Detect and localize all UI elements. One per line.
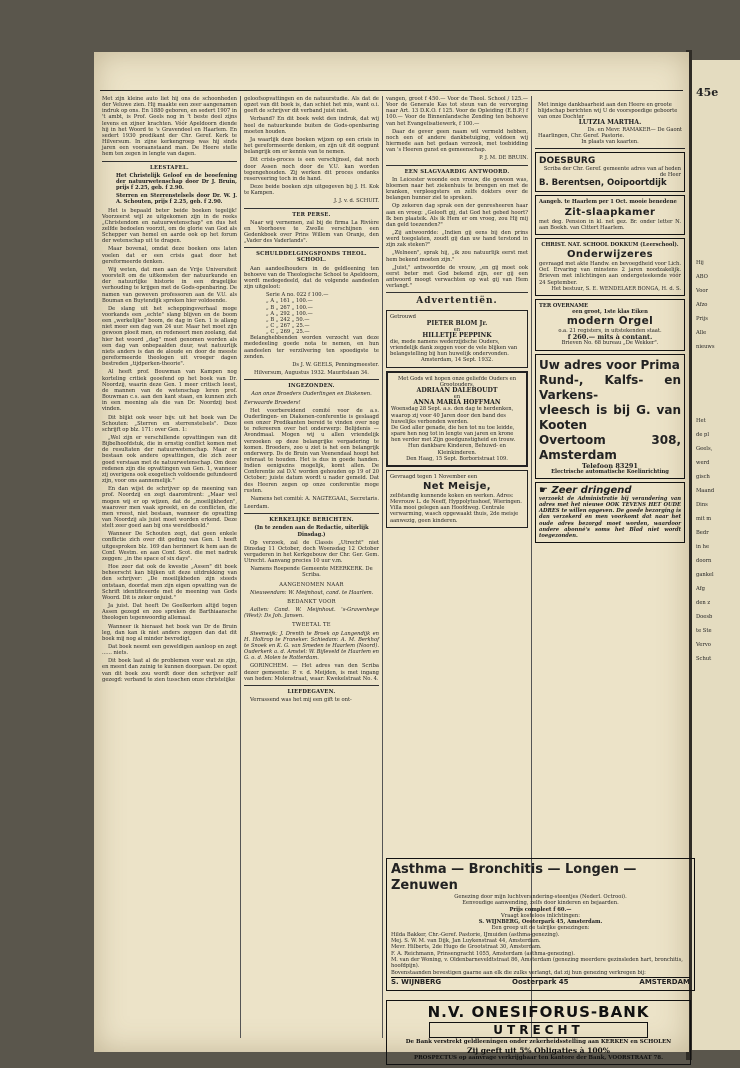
edge-text-line: Alle [696,330,707,336]
article-text: Naar wij vernemen, zal bij de firma La Rivière en Voorhoeve te Zwolle verschijnen een Gedenkboek over Prins Willem van Oranje, den „Vader des Vaderlands". [244,219,379,245]
edge-text-line: Geels, [696,446,713,452]
series-entry: Serie A no. 022 f 100.— [266,292,329,299]
parents-names: Ds. en Mevr. RAMAKER— De Gaont [587,126,682,133]
section-heading-ingezonden: INGEZONDEN. [288,383,335,390]
subheading: (In te zenden aan de Redactie, uiterlijk Dinsdag.) [254,525,369,538]
ad-intro: Gevraagd tegen 1 November een [390,473,478,480]
edge-text-line: te Ste [696,628,712,634]
ad-line: Een greep uit de talrijke genezingen: [491,925,590,932]
anniversary-announcement [386,371,528,467]
ad-price: f 260.— mits à contant. [567,333,653,342]
bank-line: De Bank verstrekt geldleeningen onder zekerheidsstelling aan KERKEN en SCHOLEN [405,1039,672,1045]
testimonial: F. A. Reichmann, Prinsengracht 1055, Amsterdam (asthma-genezing). [391,950,575,957]
book-listing: Sterren en Sterrenstelsels door Dr. W. J. A. Schouten, prijs f 2.25, geb. f 2.90. [116,193,237,206]
signature: P. J. M. DE BRUIN. [479,155,528,162]
series-entry: „ B „ 242 „ 50.— [266,316,310,323]
wife-name: ANNA MARIA HOFFMAN [413,399,501,407]
section-heading-schulddelging: SCHULDDELGINGSFONDS THEOL. SCHOOL. [256,251,367,264]
article-text: Ja waarlijk deze boeken wijzen op een crisis in het gereformeerde denken, en zijn uit dit oogpunt belangrijk om er kennis van te nemen. [244,136,379,156]
edge-text-line: mit m [696,516,712,522]
series-entry: „ A „ 161 „ 100.— [266,298,313,305]
edge-text-line: nieuws [696,344,715,350]
job-advertisement [386,470,528,528]
testimonial: M. van der Woning, v. Oldenbarneveldtstraat 86, Amsterdam (genezing meerdere gezinsleden hart, bronchitis, hoofdpijn). [391,956,683,970]
edge-text-line: Schut [696,656,712,662]
ad-price: Prijs compleet f 60.— [509,906,572,913]
teacher-advertisement [535,238,685,296]
bank-advertisement [386,1000,691,1065]
notice-text: Scriba der Chr. Geref. gemeente adres van af heden de Heer [543,166,681,179]
announcement-text: De God aller genade, die hen tot nu toe leidde, spare hen nog tot in lengte van jaren en krone hen verder met Zijn goedgunstigheid en trouw. [391,424,516,444]
separator [244,513,379,514]
ad-text: Brieven No. 68 bureau „De Wekker". [561,340,659,347]
section-heading-liefdegaven: LIEFDEGAVEN. [287,688,336,695]
announcement-text: Met Gods wil hopen onze geliefde Ouders en Grootouders, [397,375,517,388]
notice: GORINCHEM. — Het adres van den Scriba dezer gemeente: P. v. d. Meijden, is met ingang van heden: Molenstraat, waar: Kwekelstraat No. 4. [244,663,379,682]
announcement-text: Woensdag 28 Sept. a.s. den dag te herdenken, waarop zij voor 40 Jaren door den band des huwelijks verbonden werden. [391,406,514,425]
article-text: Het voorbereidend comité voor de a.s. Ouderlingen- en Diakenen-conferentie is geslaagd een onzer Predikanten bereid te vinden over nog te refereeren over het onderwerp: Belijdenis — Avondmaal. Mogen wij u allen vriendelijk verzoeken op deze belangrijke vergadering te komen. Broeders, zoo u ziet is het een belangrijk onderwerp. Ds de Bruin van Veenendaal hoopt het referaat te houden. Het is dus in goede handen. Indien eenigszins mogelijk, komt allen. De Conferentie zal D.V. worden gehouden op 19 of 20 October; juiste datum wordt u nader gemeld. Dat des Heeren zegen op onze conferentie moge rusten. [244,407,379,494]
article-text: Dit boek laat al de problemen voor wat ze zijn, en meent dan zuinig te kunnen doorgaan. De opzet van dit boek zou wordt door den schrijver zelf gezegd: verband te zien tusschen onze christelijke [102,658,237,683]
husband-name: ADRIAAN DALEBOUDT [416,386,498,394]
article-text: vangen, groot f 450.— Voor de Theol. School / 125.— Voor de Generale Kas tot steun van de vervorging naar Art. 13 D.K.O. f 125. Voor de Opleiding (E.B.P.) f 100.— Voor de Binnenlandsche Zending ten behoeve van het Evangelisatiewerk, f 100.— [386,96,528,127]
article-text: Daar de gever geen naam wil vermeld hebben, noch een of andere dankbetuiging, voldoen wij hiermede aan het gedaan verzoek, met toebidding van 's Heeren gunst en gemeenschap. [386,128,528,154]
article-text: Op verzoek, zal de Classis „Utrecht" niet Dinsdag 11 October, doch Woensdag 12 October vergaderen in het Kerkgebouw der Chr. Ger. Gem. Utrecht. Aanvang precies 10 uur v.m. [244,539,379,565]
ad-headline: Net Meisje, [423,480,491,492]
edge-text-line: gisch [696,474,710,480]
article-text: In Leicester woonde een vrouw, die gewoon was, bloemen naar het ziekenhuis te brengen en met de kranken, verpleegsters en zelfs dokters over de belangen hunner ziel te spreken. [386,176,528,202]
article-text: Wanneer ik hieraast het boek van Dr de Bruin leg, dan kan ik niet anders zeggen dan dat dit boek mij nog al minder bevredigt. [102,623,237,642]
article-text: geloofsopvattingen en de natuurstudie. Als dat de opzet van dit boek is, dan schiet het mis, want o.i. geeft de schrijver dit verband juist niet. [244,96,379,115]
ad-intro: TER OVERNAME [539,302,589,309]
announcement-place: Den Haag, 15 Sept. Borboristraat 109. [406,455,508,462]
article-text: „Welneen", sprak hij, „ik zou natuurlijk eerst met hem bekend moeten zijn." [386,250,528,263]
column-divider [382,96,383,1038]
subsection-heading: BEDANKT VOOR [287,598,336,605]
organ-advertisement [535,299,685,351]
room-advertisement [535,195,685,234]
notice: Nieuwendam: W. Meijnhout, cand. te Haarlem. [250,589,374,596]
bank-city: UTRECHT [429,1022,648,1038]
separator [244,379,379,380]
section-heading-leestafel: LEESTAFEL. [150,164,189,171]
article-text: Dit crisis-proces is een verschijnsel, dat noch door Assen noch door de V.U. kan worden tegengehouden. Zij werken dit proces ondanks reserveering toch in de hand. [244,157,379,182]
ad-signature: Het bestuur, S. E. WENDELAER BONGA, H. d. S. [551,285,681,292]
article-text: Wij weten, dat men aan de Vrije Universiteit voorstelt om de uitkomsten der natuurkunde en der natuurlijke historie in een dragelijke verhouding te krijgen met de Gods-openbaring. De namen van geweven professoren aan de V.U. als Bouman en Buytendijk spreken hier voldoende. [102,266,237,304]
edge-text-line: Voor [696,288,708,294]
notice: Aalten: Cand. W. Meijnhout. 's-Gravenhege (West): Ds Joh. Jansen. [244,607,379,620]
article-text: Op zekeren dag sprak een der genresheeren haar aan en vroeg: „Gelooft gij, dat God het gebed hoort? Ik ben plaatsik. Als ik Hem er om vroeg, zou Hij mij dan geld toezenden?" [386,203,528,228]
column-divider [240,96,241,1038]
notice-text: verzoekt de Administratie bij verandering van adres met het nieuwe OOK TEVENS HET OUDE ADRES te willen opgeven. De goede bezorging is dan verzekerd en men voorkomt dat naar het oude adres bezorgd moet worden, waardoor andere abonné's soms het Blad niet wordt toegezonden. [539,495,681,539]
article-text: Aan aandeelhouders in de geldleening ten behoeve van de Theologische School te Apeldoorn, wordt medegedeeld, dat de volgende aandeelen zijn uitgeloot: [244,265,379,291]
signature: Ds J. W. GEELS, Penningmeester. [292,361,379,368]
article-text: Verrassend was het mij een gift te ont- [250,696,352,703]
article-text: Verband? En dit boek wekt den indruk, dat wij heel de natuurkunde buiten de Gods-openbaring moeten houden. [244,116,379,135]
announcement-note: In plaats van kaarten. [581,138,639,145]
edge-text-line: Hij [696,260,704,266]
ad-line: Rund-, Kalfs- en Varkens- [539,372,681,402]
separator [386,165,528,166]
edge-text-line: Afzo [696,302,708,308]
testimonial: Mej. S. W. M. van Dijk, Jan Luykenstraat 44, Amsterdam. [391,938,541,945]
article-text: En dan wijst de schrijver op de meening van prof. Noordzij en zegt daaromtrent: „Maar wel mogen wij er op wijzen, dat de „moeilijkheden", waarover men vaak spreekt, en de conflicten, die men vreest, niet bestaan, wanneer de opvatting van Noordzij als juist moet worden erkend. Deze stelt zeer goed aan bij ons wereldbeeld." [102,486,237,530]
article-text: Het is bepaald beter beide boeken tegelijk! Voorzeerst wijl ze uitgekomen zijn in de reeks „Christendom en natuurwetenschap" en dus het zelfde bedoelen voorzit, om de glorie van God als Schepper van hemel en aarde ook op het forum der wetenschap uit te dragen. [102,207,237,245]
subheading: Aan onze Broeders Ouderlingen en Diakenen. [251,391,372,398]
notice-address: B. Berentsen, Ooipoortdijk [539,178,667,189]
edge-text-line: Prijs [696,316,708,322]
footer-address: Oosterpark 45 [512,977,569,986]
ad-line: Bovenstaanden bevestigen gaarne aan elk die zulks verlangt, dat zij hun genezing verkregen bij: [391,969,646,976]
article-text: Maar bovenal, omdat deze boeken ons laten voelen dat er een crisis gaat door het gereformeerde denken. [102,246,237,265]
ad-headline: Asthma — Bronchitis — Longen — Zenuwen [391,862,637,893]
bank-line: PROSPECTUS op aanvrage verkrijgbaar ten kantore der Bank, VOORSTRAAT 78. [413,1055,664,1061]
ad-text: o.a. 21 registers, in uitstekenden staat. [558,328,662,335]
series-entry: „ B „ 267 „ 100.— [266,304,313,311]
place: Leerdam. [244,504,270,511]
article-text: Al heeft prof. Bouwman van Kampen nog korteling critiek geoefend op het boek van Dr. Noordzij, waarin deze Gen. 1 meer critisch leest, de mannen van de wetenschap leren prof. Bouwman c.s. aan den kant staan, en kunnen zich in een meening als die van Dr. Noordzij best vinden. [102,369,237,413]
article-text: Hoe zeer dat ook de kwestie „Assen" dit boek beheerscht kan blijken uit deze uitdrukking van den schrijver: „De moeilijkheden zijn steeds ontstaan, doordat men zijn eigen opvatting van de Schrift identificeerde met de meening van Gods Woord. Dit is zeker onjuist." [102,564,237,601]
article-text: Ja juist. Dat heeft De Geelkerken altijd tegen Assen gezegd en zoo spreken de Barthiaansche theologen tegenwoordig allemaal. [102,603,237,622]
column-3 [386,96,528,531]
announcement-place: Haarlingen, Chr. Geref. Pastorie. [538,132,625,139]
edge-text-line: Afg [696,586,705,592]
ad-text: gevraagd met akte Handw. en bevoegdheid voor Lich. Oef. Ervaring van minstens 2 jaren noodzakelijk. Brieven met inlichtingen aan ondergeteekende vóór 24 September. [539,261,681,286]
article-text: Dat boek neemt een geweldigen aanloop en zegt ...... niets. [102,643,237,657]
ad-footer [391,977,690,987]
ad-line: Overtoom 308, Amsterdam [539,432,681,462]
separator [244,247,379,248]
ad-intro: Aangeb. te Haarlem per 1 Oct. mooie benedene [539,199,677,206]
edge-text-line: Maand [696,488,715,494]
bank-line: Zij geeft uit 5% Obligaties à 100% [467,1046,610,1055]
dateline: Hilversum, Augustus 1932. Mauritslaan 34. [254,370,369,377]
section-heading-ter-perse: TER PERSE. [292,211,331,218]
edge-text-line: ABO [696,274,708,280]
ad-headline: Onderwijzeres [566,249,654,261]
doesburg-notice [535,152,685,192]
article-text: Belanghebbenden worden verzocht van deze mededeeling goede nota te nemen, en hun aandeelen ter verzilvering ten spoedigste te zenden. [244,335,379,360]
adjacent-page-number: 45e [696,86,719,99]
butcher-advertisement [535,354,685,479]
conjunction: en [453,394,461,401]
ad-line: Vraagt kosteloos inlichtingen: [501,912,580,919]
edge-text-line: werd [696,460,710,466]
advertisements-heading: Advertentiën. [416,296,498,307]
section-heading-slagvaardig: EEN SLAGVAARDIG ANTWOORD. [404,168,510,175]
subsection-heading: TWEETAL TE [292,622,331,629]
separator [102,161,237,162]
bank-name: N.V. ONESIFORUS-BANK [427,1003,650,1021]
edge-text-line: Het [696,418,706,424]
edge-text-line: Dins [696,502,708,508]
edge-text-line: in he [696,544,710,550]
series-list [244,292,379,335]
child-name: LUTZIA MARTHA. [578,119,642,127]
ad-headline: modern Orgel [566,315,654,328]
ad-intro: CHRIST. NAT. SCHOOL DOKKUM (Leerschool). [541,241,679,248]
column-2 [244,96,379,705]
announcement-place: Amsterdam, 14 Sept. 1932. [420,357,494,364]
ad-text: een groot, 1ste klas Eiken [572,308,648,315]
ad-text: met deg. Pension in kl. net gez. Br. onder letter N. aan Boekh. van Cittert Haarlem. [539,218,681,231]
announcement-label: Getrouwd [390,314,417,321]
ad-line: Uw adres voor Prima [539,357,680,372]
signature: J. J. v. d. SCHUIT. [334,198,379,205]
announcement-text: Met innige dankbaarheid aan den Heere en groote blijdschap berichten wij U de voorspoedige geboorte van onze Dochter [538,102,678,121]
edge-text-line: Vervo [696,642,711,648]
announcement-signature: Hun dankbare Kinderen, Behuwd- en Kleinkinderen. [408,443,506,456]
series-entry: „ A „ 292 „ 100.— [266,310,313,317]
administration-notice [535,482,685,543]
separator [244,208,379,209]
article-text: „Zij antwoordde: „Indien gij eens bij den prins werd toegelaten, zoudt gij dan uw hand terstond in zijn zak steken?" [386,229,528,249]
edge-text-line: de pl [696,432,710,438]
column-1 [102,96,237,685]
footer-city: AMSTERDAM [639,977,690,986]
ad-phone: Telefoon 83291 [582,461,638,470]
conjunction: en [453,326,461,333]
ad-line: vleesch is bij G. van Kooten [539,402,681,432]
birth-announcement [535,99,685,149]
notice-heading [539,486,681,496]
book-listing: Het Christelijk Geloof en de beoefening der natuurwetenschap door Dr J. Bruin, prijs f 2.25, geb. f 2.90. [116,172,237,192]
ad-headline: Zit-slaapkamer [564,206,656,218]
article-text: Deze beide boeken zijn uitgegeven bij J. H. Kok te Kampen. [244,184,379,197]
top-rule [100,90,683,91]
article-text: Met zijn kleine auto liet hij ons de schoonheden der Veluwe zien. Hij maakte een zeer aangenamen indruk op ons. En 1880 geboren, en sedert 1907 in 't ambt, is Prof. Geels nog in 't beste deel zijns levens en zijner krachten. Vóór Apeldoorn diende hij in het Woord te 's Gravendeel en Haarlem. En sedert 1930 predikant der Chr. Geref. Kerk te Hilversum. In zijne kerkengroep was hij sinds jaren een vooraanstaand man. De Heere stelle hem ten zegen in lengte van dagen. [102,96,237,158]
notice-heading-text: Zeer dringend [551,484,632,496]
salutation: Eerwaarde Broeders! [244,399,301,406]
edge-text-line: den z [696,600,711,606]
notice-heading: DOESBURG [539,156,596,167]
article-text: Wanneer De Schouten zegt, dat geen enkele conflictie zich over dit geding van Gen. 1 heeft uitgesproken blz. 169 dan herinnert ik hem aan de Conf. Westm. en aan Conf. Scot. die met nadruk zeggen: „in the space of six days". [102,531,237,562]
subsection-heading: AANGENOMEN NAAR [279,581,344,588]
edge-text-line: gankel [696,572,714,578]
ad-footer: Electrische automatische Koelinrichting [551,468,669,475]
section-heading-kerkelijke-berichten: KERKELIJKE BERICHTEN. [269,517,354,524]
footer-name: S. WIJNBERG [391,977,442,986]
signature: Namens Roepende Gemeente MEERKERK. De Scriba. [250,566,373,579]
article-quote: „Wel zijn er verschillende opvattingen van dit Bijbelhoofdstuk, die in ernstig conflict komen met de resultaten der natuurwetenschap. Maar er bestaan ook andere opvattingen, die zich zeer goed verstaan met de natuurwetenschap. Om deze redenen zijn die opvattingen van Gen. 1, wanneer zij overigens ook exegetisch voldoende gefundeerd zijn, voor ons aannemelijk." [102,434,237,485]
ad-line: Eenvoudige aanwending, zelfs door kinderen en bejaarden. [462,900,619,907]
edge-text-line: Bedr [696,530,709,536]
testimonial: Mevr. Hilberts, 2de Hugo de Grootstraat 30, Amsterdam. [391,944,542,951]
signature: Namens het comité: A. NAGTEGAAL, Secretaris. [250,495,379,502]
announcement-text: die, mede namens wederzijdsche Ouders, vriendelijk dank zeggen voor de vele blijken van belangstelling bij hun huwelijk ondervonden. [390,339,518,358]
edge-text-line: doorn [696,558,712,564]
separator [244,685,379,686]
marriage-announcement [386,310,528,367]
bride-name: HILLETJE PEPPINK [422,331,492,339]
notice: Steenwijk: J. Drenth te Broek op Langendijk en H. Holtrop te Franeker. Schiedam: A. M. Berkhof te Snoek en K. G. van Smeden te Haarlem (Noord). Ouderkerk a. d. Amstel: W. Bijleveld te Haarlem en G. o. d. Molen te Rotterdam. [244,630,379,662]
edge-text-line: Doesb [696,614,713,620]
series-entry: „ C „ 269 „ 25.— [266,329,310,336]
groom-name: PIETER BLOM Jr. [426,319,488,327]
testimonial: Hilda Bakker, Chr.-Geref. Pastorie, IJmuiden (asthma-genezing). [391,931,560,938]
asthma-advertisement [386,858,695,991]
article-text: Dit blijkt ook weer bijv. uit het boek van De Schouten: „Sterren en sterrenstelsels". Deze schrijft op blz. 171: over Gen. 1: [102,414,237,433]
article-text: „Juist," antwoordde de vrouw, „en gij moet ook eerst beter met God bekend zijn, eer gij een antwoord moogt verwachten op wat gij van Hem verlangt." [386,264,528,290]
series-entry: „ C „ 267 „ 25.— [266,323,310,329]
ad-contact: S. WIJNBERG, Oosterpark 45, Amsterdam. [478,919,603,926]
arrow-icon: ☛ [539,484,552,496]
newspaper-page [94,52,690,1061]
adjacent-page-edge [690,60,740,1050]
ad-line: Genezing door mijn luchtverandering-steentjes (Nederl. Octrooi). [454,894,627,900]
separator [386,292,528,293]
ad-text: zelfstandig kunnende koken en werken. Adres: Mevrouw L. de Neeff, Hyppolytushoef, Wieringen. Villa mooi gelegen aan Hoofdweg. Centrale verwarming, wasch opgewaakt thuis, 2de meisje aanwezig, geen kinderen. [390,492,522,524]
column-4 [535,96,685,546]
article-text: De slang uit het scheppingsverhaal moge voorkands een „echte" slang blijven en de boom een „werkelijke" boom, de dag in Gen. 1 is allang niet meer een dag van 24 uur. Maar het moet zijn gewoon ploeit men, en redeneert men zoolang, dat hier het woord „dag" moet genomen worden als een dag van onbepaalden duur, wat natuurlijk niets anders is dan de aloude en door de meeste gereformeerde theologen uit vroeger dagen bestreden „tijdperken-theorie". [102,305,237,368]
